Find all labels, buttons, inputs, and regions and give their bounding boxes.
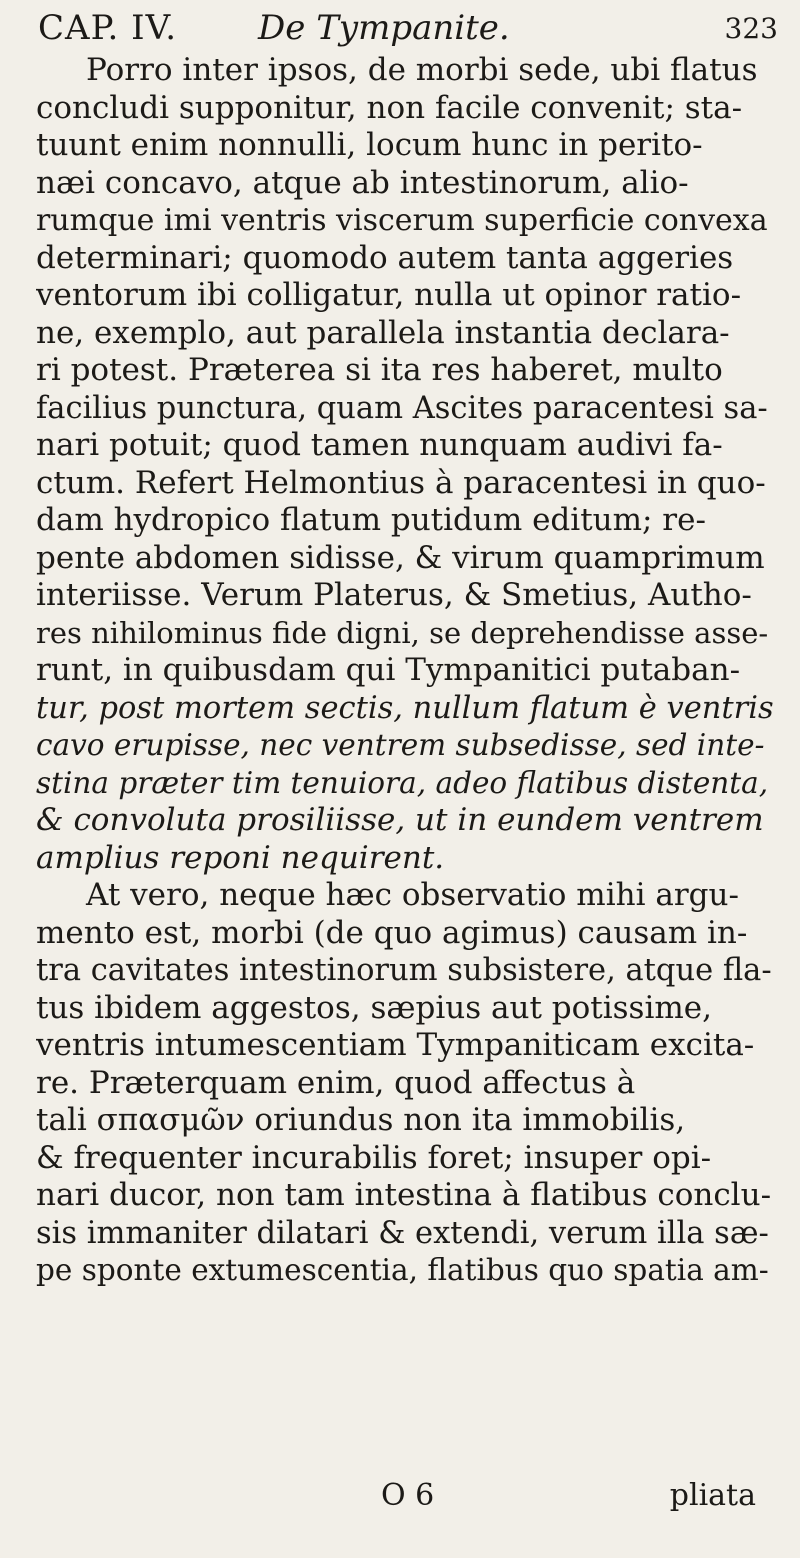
- text-line: stina præter tim tenuiora, adeo flatibus distenta,: [36, 765, 769, 800]
- text-line: amplius reponi nequirent.: [36, 839, 445, 876]
- text-line: determinari; quomodo autem tanta aggeries: [36, 239, 734, 276]
- text-line: tur, post mortem sectis, nullum flatum è ventris: [36, 690, 774, 726]
- text-line: & convoluta prosiliisse, ut in eundem ventrem: [36, 802, 764, 838]
- text-line: nari ducor, non tam intestina à flatibus conclu-: [36, 1177, 772, 1213]
- text-line: pe sponte extumescentia, flatibus quo spatia am-: [36, 1253, 769, 1287]
- text-line: interiisse. Verum Platerus, & Smetius, Autho-: [36, 577, 752, 613]
- text-line: cavo erupisse, nec ventrem subsedisse, sed inte-: [36, 728, 765, 762]
- text-line: rumque imi ventris viscerum superficie convexa: [36, 203, 768, 238]
- signature-mark: O 6: [381, 1478, 435, 1513]
- text-line: facilius punctura, quam Ascites paracentesi sa-: [36, 390, 768, 426]
- text-line: pente abdomen sidisse, & virum quamprimum: [36, 539, 765, 576]
- page-footer: [36, 1478, 776, 1518]
- text-line: re. Præterquam enim, quod affectus à: [36, 1064, 636, 1101]
- catchword: pliata: [669, 1478, 756, 1513]
- text-line: tus ibidem aggestos, sæpius aut potissime,: [36, 989, 712, 1026]
- text-line: res nihilominus fide digni, se deprehendisse asse-: [36, 615, 769, 650]
- text-line: tra cavitates intestinorum subsistere, atque fla-: [36, 953, 772, 988]
- text-line: tuunt enim nonnulli, locum hunc in perito-: [36, 127, 703, 163]
- text-line: runt, in quibusdam qui Tympanitici putaban-: [36, 652, 741, 688]
- text-line: næi concavo, atque ab intestinorum, alio-: [36, 164, 689, 201]
- text-line: mento est, morbi (de quo agimus) causam in-: [36, 914, 748, 951]
- text-line: ne, exemplo, aut parallela instantia declara-: [36, 314, 730, 351]
- text-line: sis immaniter dilatari & extendi, verum illa sæ-: [36, 1215, 769, 1251]
- text-line: & frequenter incurabilis foret; insuper opi-: [36, 1139, 712, 1176]
- chapter-label: CAP. IV.: [38, 8, 178, 48]
- text-line: At vero, neque hæc observatio mihi argu-: [86, 877, 739, 913]
- text-line: ventris intumescentiam Tympaniticam excita-: [36, 1027, 755, 1063]
- text-line: ctum. Refert Helmontius à paracentesi in quo-: [36, 464, 766, 501]
- text-body: [36, 52, 776, 1290]
- text-line: nari potuit; quod tamen nunquam audivi fa-: [36, 427, 723, 463]
- running-title: De Tympanite.: [258, 8, 510, 48]
- text-line: ri potest. Præterea si ita res haberet, multo: [36, 352, 723, 388]
- text-line: ventorum ibi colligatur, nulla ut opinor ratio-: [36, 277, 742, 313]
- text-line: dam hydropico flatum putidum editum; re-: [36, 502, 706, 538]
- page-number: 323: [724, 12, 778, 45]
- text-line: concludi supponitur, non facile convenit; sta-: [36, 89, 743, 126]
- text-line: Porro inter ipsos, de morbi sede, ubi flatus: [86, 52, 758, 88]
- text-line: tali σπασμῶν oriundus non ita immobilis,: [36, 1102, 686, 1138]
